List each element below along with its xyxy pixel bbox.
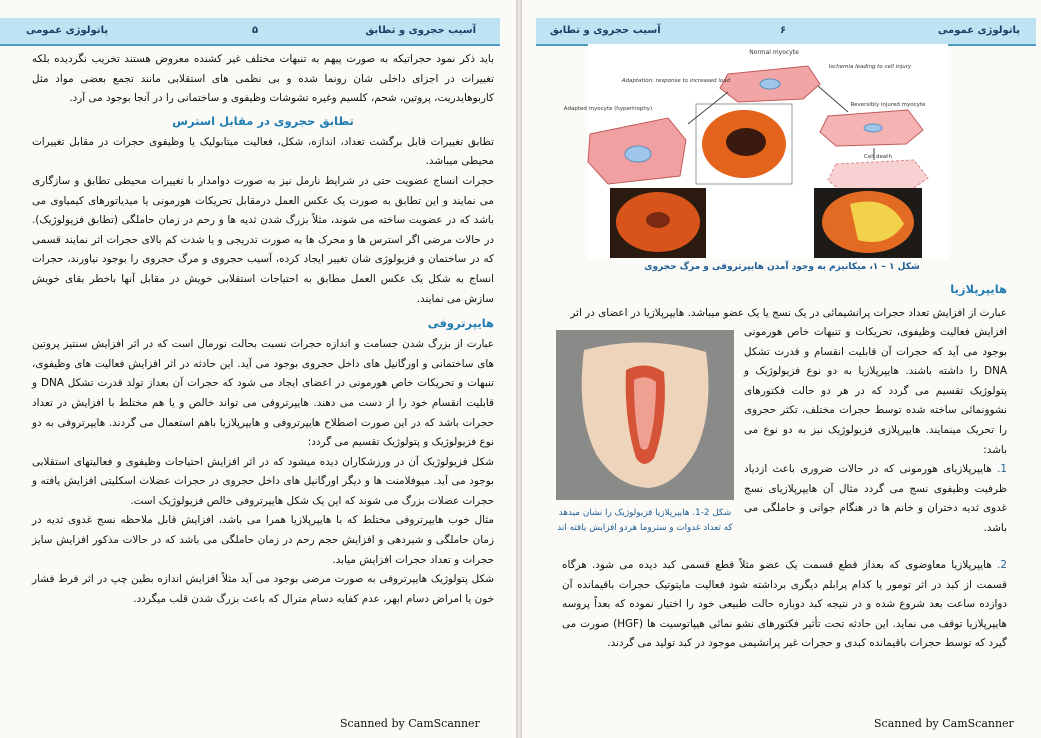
- hyperplasia-photo: [556, 330, 734, 500]
- heart-section-hypertrophy: [610, 188, 706, 258]
- paragraph: عبارت از افزایش تعداد حجرات پرانشیمائی در یک نسج یا یک عضو میباشد. هایپرپلازیا در اعضای در اثر: [570, 307, 1007, 319]
- paragraph: حجرات انساج عضویت حتی در شرایط نارمل نیز به صورت دوامدار با تغییرات محیطی تطابق و سازگاری می نمایند و این تطابق به صورت یک عکس العمل درمقابل تحریکات هورمونی یا میدیاتورهای کیمیاوی می باشد که در عضویت ساخته می شوند، مثلاً بزرگ شدن ثدیه ها و رحم در زمان حاملگی (تطابق فزیولوژیک). در حالات مرضی اگر استرس ها و محرک ها به صورت تدریجی و یا شدت کم بالای حجرات اثر نمایند قسمی که در ساختمان و فزیولوژی شان تغییر ایجاد کرده، آسیب حجروی و مرگ حجروی را بوجود نیاورند، حجرات انساج به شکل یک عکس العمل مطابق به احتیاجات استقلابی خویش در مقابل آنها باخطر بقای خویش سازش می نمایند.: [32, 174, 494, 305]
- section-heading-adaptation: تطابق حجروی در مقابل استرس: [172, 113, 354, 128]
- figure-caption: شکل ۱ – ۱، میکانیزم به وجود آمدن هایپرتروفی و مرگ حجروی: [644, 262, 920, 272]
- label-reversibly-injured: Reversibly injured myocyte: [850, 102, 926, 108]
- left-header-chapter-title: آسیب حجروی و تطابق: [365, 25, 476, 36]
- left-header-page-number: ۵: [252, 25, 259, 36]
- injured-myocyte-illustration: [820, 110, 923, 146]
- heart-section-infarct: [814, 188, 922, 258]
- left-page: [0, 0, 516, 738]
- left-page-header: [0, 18, 500, 46]
- left-header-book-title: پاتولوژی عمومی: [26, 25, 109, 36]
- hyperplasia-column: [744, 323, 1007, 539]
- heart-section-normal: [696, 104, 792, 184]
- right-header-book-title: پاتولوژی عمومی: [937, 25, 1020, 36]
- label-adaptation: Adaptation: response to increased load: [621, 78, 731, 84]
- hyperplasia-compensatory: [562, 556, 1007, 654]
- paragraph: افزایش فعالیت وظیفوی، تحریکات و تنبهات خاص هورمونی بوجود می آید که حجرات آن قابلیت انقسام و قدرت تشکل DNA را داشته باشند. هایپرپلازیا به دو نوع فزیولوژیک و پتولوژیک تقسیم می گردد که در هر دو حالت فکتورهای نشوونمائی ساخته شده توسط حجرات مختلف، تکثر حجروی را تحریک مینمایند. هایپرپلازی فزیولوژیک نیز به دو نوع می باشد:: [744, 326, 1007, 456]
- list-item-text: هایپرپلازیا معاوضوی که بعداز قطع قسمت یک عضو مثلاً قطع قسمی کبد دیده می شود. هرگاه قسمت از کبد در اثر تومور یا کدام پرابلم دیگری برداشته شود فعالیت مایتوتیک حجرات باقیمانده آن دوازده ساعت بعد شروع شده و در نتیجه کبد دوباره حالت طبیعی خود را اختیار نموده که بعداً پروسه هایپرپلازیا توقف می نماید. این حادثه تحت تأثیر فکتورهای نشو نمائی هیپاتوسیت ها (HGF) صورت می گیرد که توسط حجرات باقیمانده کبدی و حجرات غیر پرانشیمی موجود در کبد تولید می گردند.: [562, 559, 1007, 650]
- list-number: 1.: [997, 463, 1007, 476]
- right-header-chapter-title: آسیب حجروی و تطابق: [550, 25, 661, 36]
- list-item: [562, 556, 1007, 654]
- right-page-header: [536, 18, 1036, 46]
- label-cell-death: Cell death: [864, 154, 892, 160]
- paragraph: مثال خوب هایپرتروفی مختلط که با هایپرپلازیا همرا می باشد، افزایش قابل ملاحظه نسج غدوی ثدیه در زمان حاملگی و شیردهی و افزایش حجم رحم در زمان حاملگی می باشد که در حالات مذکور افزایش سایز حجرات و تعداد حجرات افزایش میابد.: [32, 514, 494, 566]
- list-item: [744, 460, 1007, 538]
- hyperplasia-intro-line: [562, 304, 1007, 324]
- section-heading-hyperplasia: هایپرپلازیا: [950, 282, 1007, 296]
- myocyte-figure: [563, 44, 948, 259]
- photo-caption: شکل 2-1. هایپرپلازیا فزیولوژیک را نشان میدهد که تعداد غدوات و ستروما هردو افزایش یافته اند: [557, 508, 733, 533]
- list-item-text: هایپرپلازیای هورمونی که در حالات ضروری باعث ازدیاد ظرفیت وظیفوی نسج می گردد مثال آن هایپرپلازیای نسج غدوی ثدیه دختران و خانم ها در هنگام جوانی و حاملگی می باشد.: [744, 463, 1007, 534]
- right-header-page-number: ۶: [780, 25, 787, 36]
- left-page-body: [32, 50, 494, 609]
- paragraph: تطابق تغییرات قابل برگشت تعداد، اندازه، شکل، فعالیت میتابولیک یا وظیفوی حجرات در مقابل تغییرات محیطی میباشد.: [32, 135, 494, 168]
- label-normal-myocyte: Normal myocyte: [749, 49, 799, 56]
- paragraph: عبارت از بزرگ شدن جسامت و اندازه حجرات نسبت بحالت نورمال است که در اثر افزایش سنتیز پروتین های ساختمانی و اورگانیل های داخل حجروی بوجود می آید. این حادثه در اثر افزایش فعالیت های وظیفوی، تنبهات و تحریکات خاص هورمونی در اعضای ایجاد می شود که حجرات آن بعداز تولد قدرت تشکل DNA و قابلیت انقسام خود را از دست می دهند. هایپرتروفی می تواند خالص و یا هم مختلط با افزایش در تعداد حجرات باشد که در این صورت اصطلاح هایپرتروفی و هایپرپلازیا باهم استعمال می گردند. هایپرتروفی به دو نوع فزیولوژیک و پتولوژیک تقسیم می گردد:: [32, 338, 494, 449]
- paragraph: شکل پتولوژیک هایپرتروفی به صورت مرضی بوجود می آید مثلاً افزایش اندازه بطین چپ در اثر فرط فشار خون یا امراض دسام ابهر، عدم کفایه دسام مترال که باعث بزرگ شدن قلب میگردد.: [32, 573, 494, 605]
- label-ischemia: Ischemia leading to cell injury: [828, 64, 912, 70]
- right-page: [522, 0, 1041, 738]
- paragraph: باید ذکر نمود حجراتیکه به صورت پیهم به تنبهات مختلف غیر کشنده معروض هستند تخریب نگردیده بلکه تغییرات در اجزای داخلی شان رونما شده و بی نظمی های استقلابی مانند تجمع بعضی مواد مثل کاربوهایدریت، پروتین، شحم، کلسیم وغیره تشوشات وظیفوی و ساختمانی را در آنجا بوجود می آرد.: [32, 53, 494, 105]
- left-footer-scanner: Scanned by CamScanner: [340, 717, 480, 730]
- list-number: 2.: [997, 559, 1007, 571]
- section-heading-hypertrophy: هایپرتروفی: [427, 316, 494, 331]
- paragraph: شکل فزیولوژیک آن در ورزشکاران دیده میشود که در اثر افزایش احتیاجات وظیفوی و فعالیتهای استقلابی بوجود می آید. میوفلامنت ها و دیگر اورگانیل های داخل حجروی در حجرات عضلات اسکلیتی افزایش یافته و حجرات عضلات بزرگ می شوند که این یک شکل هایپرتروفی خالص فزیولوژیک است.: [32, 455, 494, 507]
- label-adapted-myocyte: Adapted myocyte (hypertrophy): [563, 106, 653, 112]
- right-footer-scanner: Scanned by CamScanner: [874, 717, 1014, 730]
